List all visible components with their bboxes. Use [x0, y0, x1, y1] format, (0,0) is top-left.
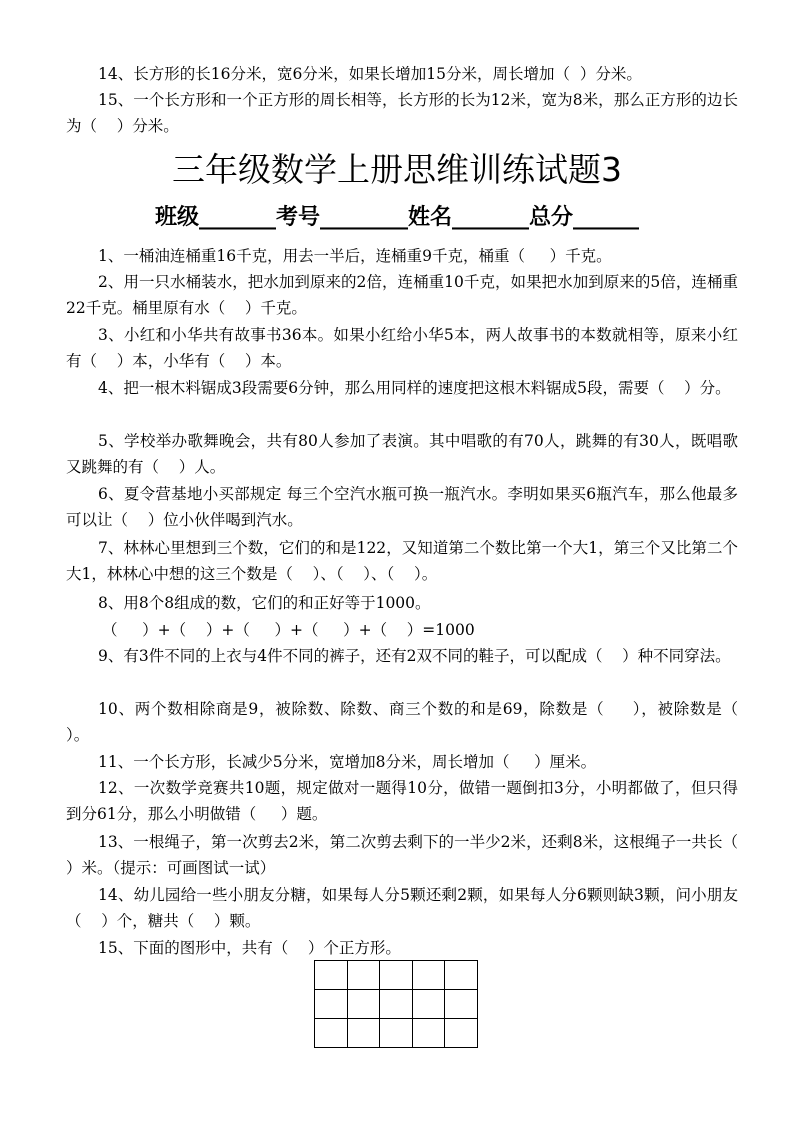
question-15: 15、下面的图形中，共有（ ）个正方形。 — [98, 939, 401, 957]
question-1: 1、一桶油连桶重16千克，用去一半后，连桶重9千克，桶重（ ）千克。 — [98, 247, 612, 265]
question-4: 4、把一根木料锯成3段需要6分钟，那么用同样的速度把这根木料锯成5段，需要（ ）分。 — [98, 379, 731, 397]
question-8: 8、用8个8组成的数，它们的和正好等于1000。 — [98, 594, 431, 612]
grid-cell — [380, 990, 413, 1019]
grid-cell — [315, 990, 348, 1019]
question-11: 11、一个长方形，长减少5分米，宽增加8分米，周长增加（ ）厘米。 — [98, 753, 597, 771]
grid-cell — [380, 1019, 413, 1048]
question-2: 2、用一只水桶装水，把水加到原来的2倍，连桶重10千克，如果把水加到原来的5倍，连桶重22千克。桶里原有水（ ）千克。 — [66, 273, 738, 317]
grid-cell — [315, 1019, 348, 1048]
square-grid-figure — [314, 960, 478, 1048]
grid-cell — [445, 1019, 478, 1048]
grid-cell — [347, 1019, 380, 1048]
question-7: 7、林林心里想到三个数，它们的和是122，又知道第二个数比第一个大1，第三个又比第二个大1，林林心中想的这三个数是（ ）、（ ）、（ ）。 — [66, 539, 738, 583]
grid-cell — [315, 961, 348, 990]
grid-cell — [347, 961, 380, 990]
question-10: 10、两个数相除商是9，被除数、除数、商三个数的和是69，除数是（ ），被除数是（ ）。 — [66, 700, 758, 744]
grid-cell — [380, 961, 413, 990]
prev-question-14: 14、长方形的长16分米，宽6分米，如果长增加15分米，周长增加（ ）分米。 — [98, 65, 642, 83]
student-info-line: 班级_______考号________姓名_______总分______ — [154, 205, 639, 230]
question-14: 14、幼儿园给一些小朋友分糖，如果每人分5颗还剩2颗，如果每人分6颗则缺3颗，问小朋友（ ）个，糖共（ ）颗。 — [66, 886, 738, 930]
grid-cell — [445, 961, 478, 990]
question-8-equation: （ ）+（ ）+（ ）+（ ）+（ ）=1000 — [102, 621, 475, 639]
question-12: 12、一次数学竞赛共10题，规定做对一题得10分，做错一题倒扣3分，小明都做了，但只得到分61分，那么小明做错（ ）题。 — [66, 779, 738, 823]
grid-row — [315, 961, 478, 990]
question-3: 3、小红和小华共有故事书36本。如果小红给小华5本，两人故事书的本数就相等，原来小红有（ ）本，小华有（ ）本。 — [66, 326, 738, 370]
question-9: 9、有3件不同的上衣与4件不同的裤子，还有2双不同的鞋子，可以配成（ ）种不同穿法。 — [98, 647, 731, 665]
prev-question-15: 15、一个长方形和一个正方形的周长相等，长方形的长为12米，宽为8米，那么正方形的边长为（ ）分米。 — [66, 91, 738, 135]
question-5: 5、学校举办歌舞晚会，共有80人参加了表演。其中唱歌的有70人，跳舞的有30人，既唱歌又跳舞的有（ ）人。 — [66, 432, 738, 476]
grid-row — [315, 1019, 478, 1048]
grid-cell — [412, 1019, 445, 1048]
grid-cell — [412, 990, 445, 1019]
question-13: 13、一根绳子，第一次剪去2米，第二次剪去剩下的一半少2米，还剩8米，这根绳子一共长（ ）米。（提示：可画图试一试） — [66, 833, 758, 877]
worksheet-title: 三年级数学上册思维训练试题3 — [172, 150, 622, 189]
grid-row — [315, 990, 478, 1019]
grid-cell — [347, 990, 380, 1019]
grid-cell — [445, 990, 478, 1019]
grid-cell — [412, 961, 445, 990]
question-6: 6、夏令营基地小买部规定 每三个空汽水瓶可换一瓶汽水。李明如果买6瓶汽车，那么他最多可以让（ ）位小伙伴喝到汽水。 — [66, 485, 738, 529]
